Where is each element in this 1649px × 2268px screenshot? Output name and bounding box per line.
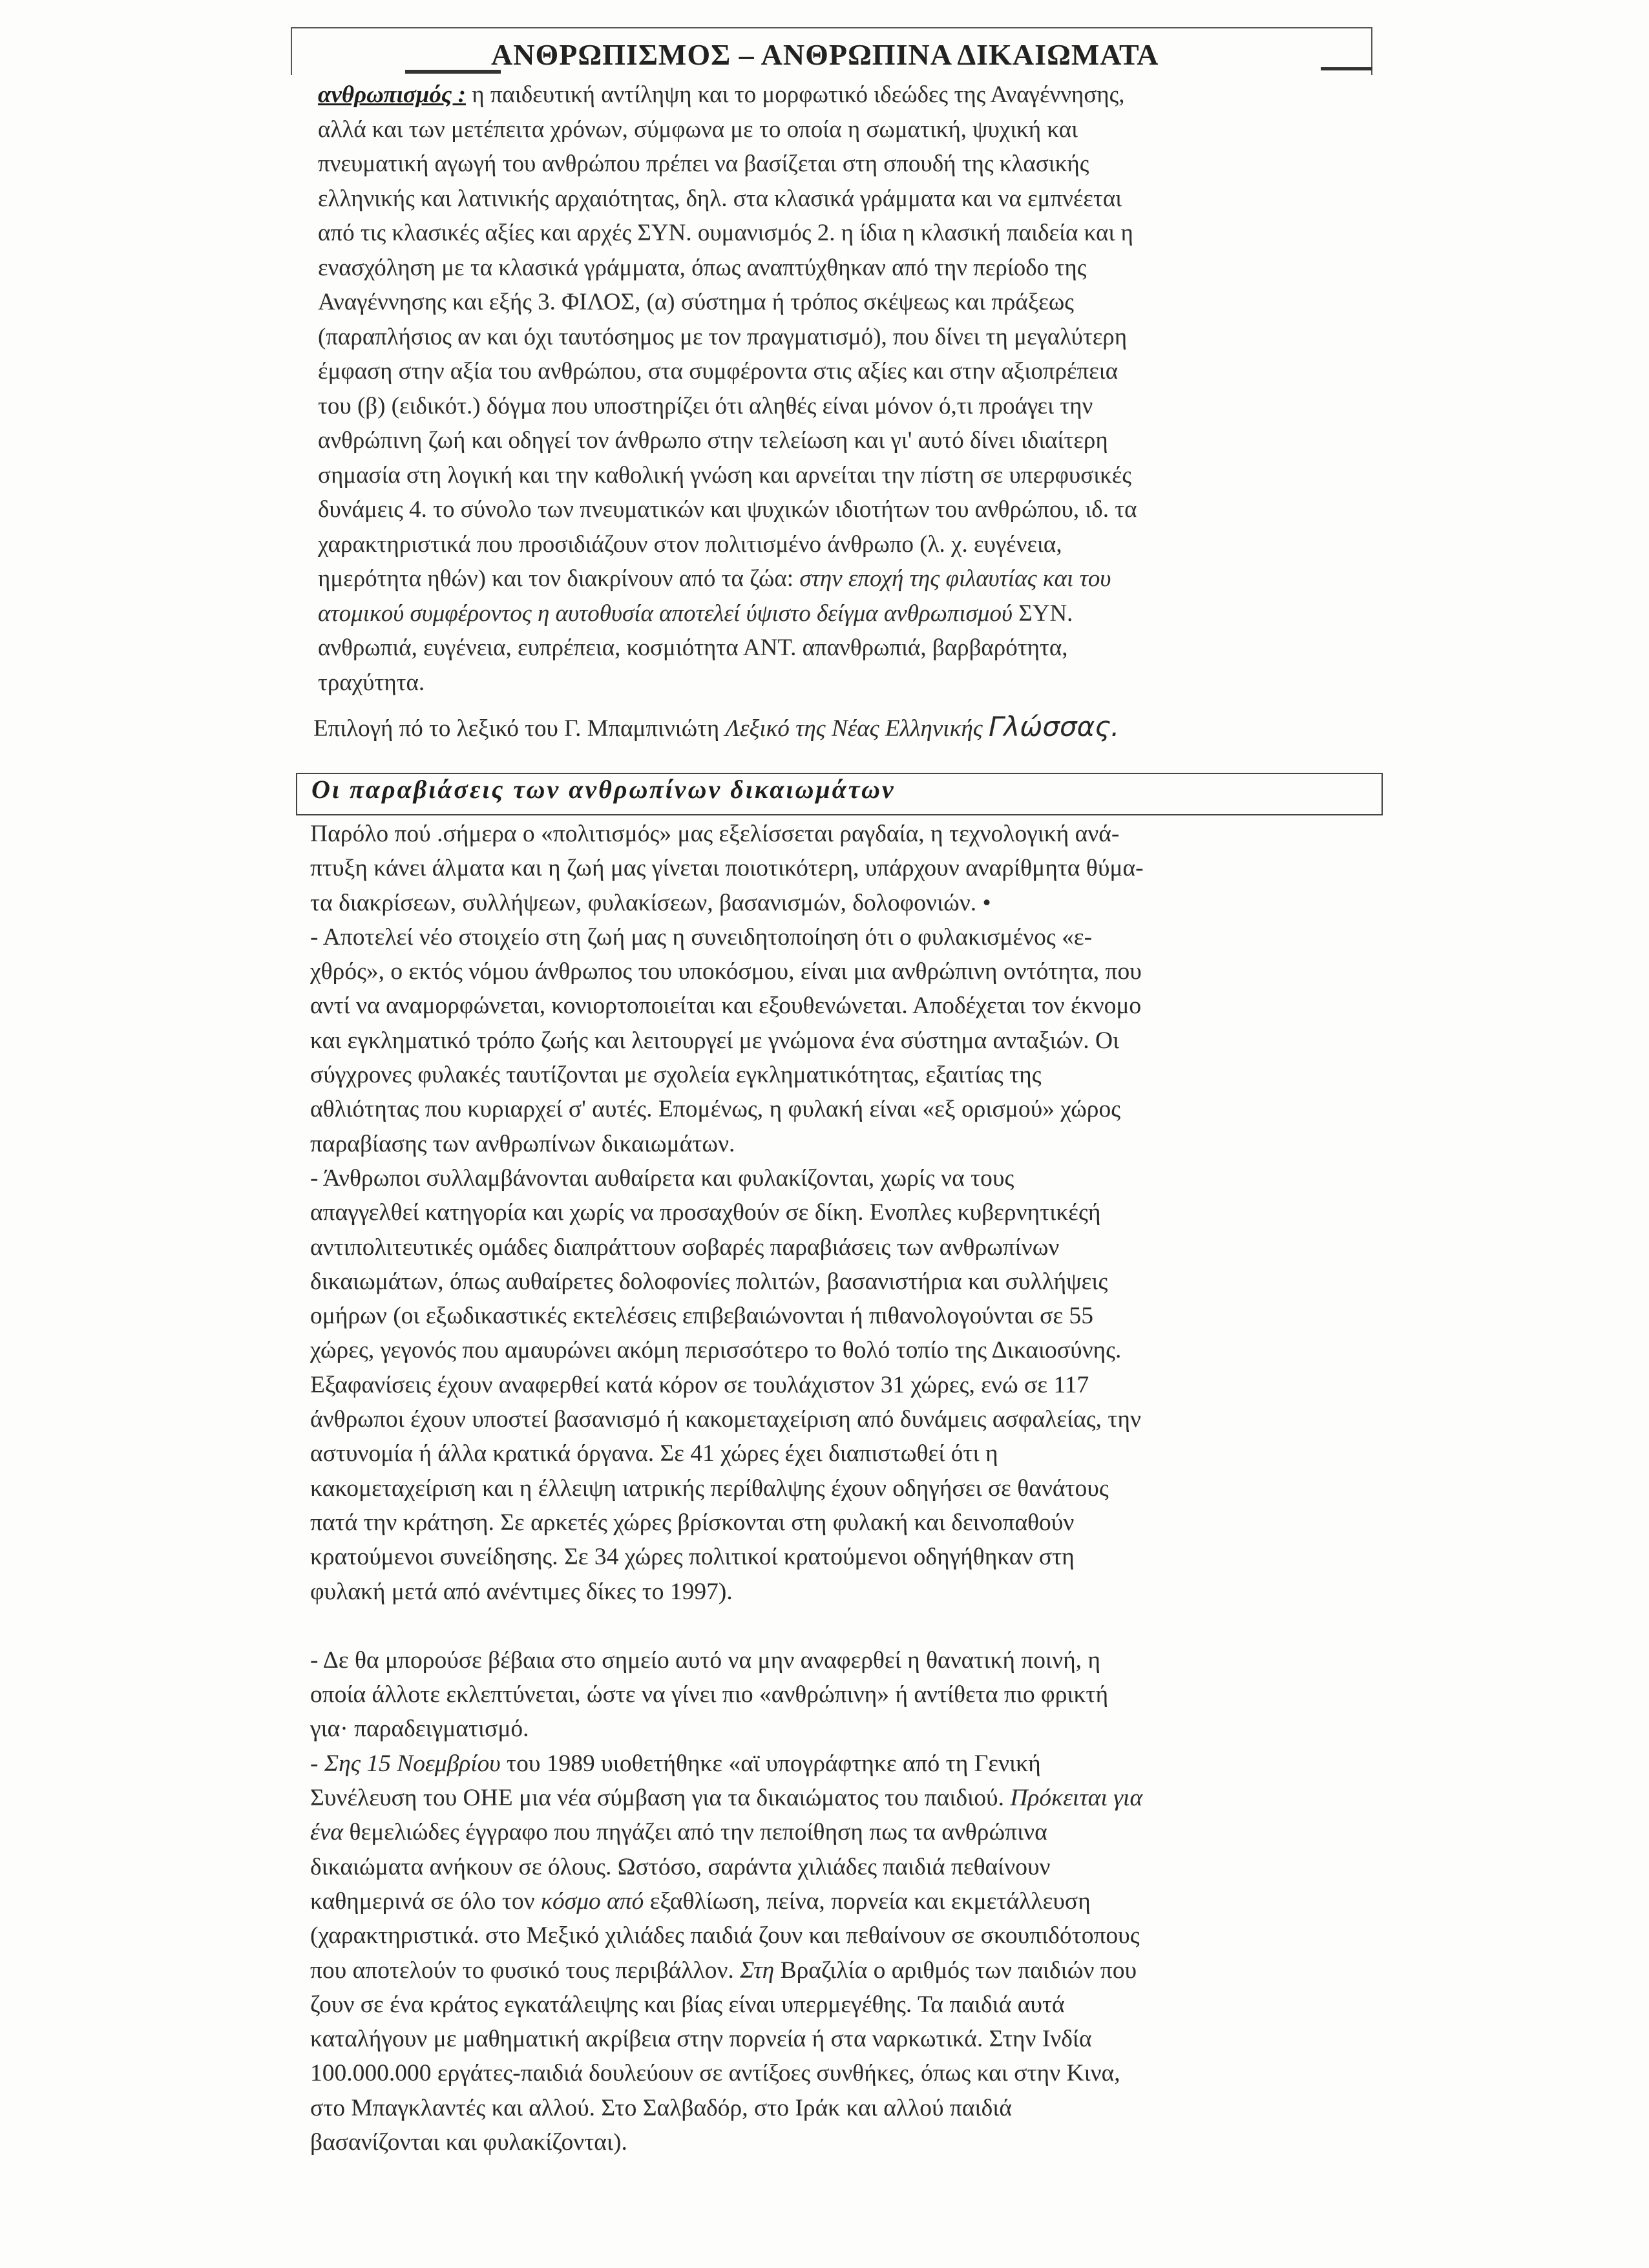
definition-line: δυνάμεις 4. το σύνολο των πνευματικών και ψυχικών ιδιοτήτων του ανθρώπου, ιδ. τα xyxy=(318,496,1137,523)
definition-line: του (β) (ειδικότ.) δόγμα που υποστηρίζει ότι αληθές είναι μόνον ό,τι προάγει την xyxy=(318,392,1093,419)
body-line: χώρες, γεγονός που αμαυρώνει ακόμη περισσότερο το θολό τοπίο της Δικαιοσύνης. xyxy=(310,1337,1122,1364)
frame-tick-left xyxy=(405,70,501,74)
body-line: αθλιότητας που κυριαρχεί σ' αυτές. Επομένως, η φυλακή είναι «εξ ορισμού» χώρος xyxy=(310,1096,1121,1123)
body-line xyxy=(310,1815,1396,1849)
body-line: φυλακή μετά από ανέντιμες δίκες το 1997). xyxy=(310,1578,733,1605)
page-title: ΑΝΘΡΩΠΙΣΜΟΣ – ΑΝΘΡΩΠΙΝΑ ΔΙΚΑΙΩΜΑΤΑ xyxy=(491,38,1159,71)
definition-block xyxy=(318,78,1391,700)
body-line: (χαρακτηριστικά. στο Μεξικό χιλιάδες παιδιά ζουν και πεθαίνουν σε σκουπιδότοπους xyxy=(310,1922,1140,1949)
definition-example: στην εποχή της φιλαυτίας και του xyxy=(799,565,1111,592)
body-line xyxy=(310,1953,1396,1988)
definition-text: ημερότητα ηθών) και τον διακρίνουν από τα ζώα: xyxy=(318,565,800,592)
body-line: κρατούμενοι συνείδησης. Σε 34 χώρες πολιτικοί κρατούμενοι οδηγήθηκαν στη xyxy=(310,1544,1075,1571)
body-line: σύγχρονες φυλακές ταυτίζονται με σχολεία εγκληματικότητας, εξαιτίας της xyxy=(310,1062,1042,1089)
body-line: τα διακρίσεων, συλλήψεων, φυλακίσεων, βασανισμών, δολοφονιών. • xyxy=(310,889,991,916)
body-text xyxy=(310,817,1396,2159)
definition-text: ΣΥΝ. xyxy=(1012,600,1073,627)
definition-line: αλλά και των μετέπειτα χρόνων, σύμφωνα με το οποία η σωματική, ψυχική και xyxy=(318,116,1078,143)
source-text: Επιλογή πό το λεξικό του Γ. Μπαμπινιώτη xyxy=(313,715,726,742)
body-line: άνθρωποι έχουν υποστεί βασανισμό ή κακομεταχείριση από δυνάμεις ασφαλείας, την xyxy=(310,1406,1141,1433)
body-line: χθρός», ο εκτός νόμου άνθρωπος του υποκόσμου, είναι μια ανθρώπινη οντότητα, που xyxy=(310,958,1142,985)
body-line: απαγγελθεί κατηγορία και χωρίς να προσαχθούν σε δίκη. Ενοπλες κυβερνητικέςή xyxy=(310,1199,1101,1226)
body-line: αντιπολιτευτικές ομάδες διαπράττουν σοβαρές παραβιάσεις των ανθρωπίνων xyxy=(310,1234,1060,1261)
frame-tick-right xyxy=(1321,67,1372,70)
body-line: βασανίζονται και φυλακίζονται). xyxy=(310,2128,627,2156)
source-book-title: Λεξικό της Νέας Ελληνικής xyxy=(725,715,989,742)
body-line: - Δε θα μπορούσε βέβαια στο σημείο αυτό να μην αναφερθεί η θανατική ποινή, η xyxy=(310,1646,1101,1674)
body-text-run: εξαθλίωση, πείνα, πορνεία και εκμετάλλευση xyxy=(644,1887,1091,1915)
body-line: - Αποτελεί νέο στοιχείο στη ζωή μας η συνειδητοποίηση ότι ο φυλακισμένος «ε- xyxy=(310,923,1093,950)
body-line: πατά την κράτηση. Σε αρκετές χώρες βρίσκονται στη φυλακή και δεινοπαθούν xyxy=(310,1509,1075,1536)
definition-line: ανθρωπιά, ευγένεια, ευπρέπεια, κοσμιότητα ΑΝΤ. απανθρωπιά, βαρβαρότητα, xyxy=(318,635,1068,661)
section-title xyxy=(311,774,896,804)
body-italic-run: Σης 15 Νοεμβρίου xyxy=(324,1750,501,1777)
source-book-title-end: Γλώσσας. xyxy=(988,711,1120,742)
body-line: δικαιώματα ανήκουν σε όλους. Ωστόσο, σαράντα χιλιάδες παιδιά πεθαίνουν xyxy=(310,1853,1051,1880)
body-line xyxy=(310,1747,1396,1781)
definition-line: πνευματική αγωγή του ανθρώπου πρέπει να βασίζεται στη σπουδή της κλασικής xyxy=(318,151,1089,177)
body-line: παραβίασης των ανθρωπίνων δικαιωμάτων. xyxy=(310,1130,735,1157)
body-italic-run: κόσμο από xyxy=(540,1887,644,1915)
definition-text: η παιδευτική αντίληψη και το μορφωτικό ιδεώδες της Αναγέννησης, xyxy=(465,81,1125,108)
definition-line xyxy=(318,562,1391,596)
body-line: αντί να αναμορφώνεται, κονιορτοποιείται και εξουθενώνεται. Αποδέχεται τον έκνομο xyxy=(310,992,1142,1020)
body-line: κακομεταχείριση και η έλλειψη ιατρικής περίθαλψης έχουν οδηγήσει σε θανάτους xyxy=(310,1475,1109,1502)
definition-term: ανθρωπισμός : xyxy=(318,81,466,108)
body-text-run: Συνέλευση του ΟΗΕ μια νέα σύμβαση για τα δικαιώματος του παιδιού. xyxy=(310,1785,1011,1812)
body-line: πτυξη κάνει άλματα και η ζωή μας γίνεται ποιοτικότερη, υπάρχουν αναρίθμητα θύμα- xyxy=(310,855,1144,882)
definition-line: ελληνικής και λατινικής αρχαιότητας, δηλ. στα κλασικά γράμματα και να εμπνέεται xyxy=(318,185,1122,212)
body-italic-run: ένα xyxy=(310,1819,344,1846)
definition-line: Αναγέννησης και εξής 3. ΦΙΛΟΣ, (α) σύστημα ή τρόπος σκέψεως και πράξεως xyxy=(318,289,1074,315)
body-line: καταλήγουν με μαθηματική ακρίβεια στην πορνεία ή στα ναρκωτικά. Στην Ινδία xyxy=(310,2026,1092,2053)
body-line: ομήρων (οι εξωδικαστικές εκτελέσεις επιβεβαιώνονται ή πιθανολογούνται σε 55 xyxy=(310,1303,1093,1330)
body-line: 100.000.000 εργάτες-παιδιά δουλεύουν σε αντίξοες συνθήκες, όπως και στην Κινα, xyxy=(310,2060,1120,2087)
body-text-run: καθημερινά σε όλο τον xyxy=(310,1887,541,1915)
body-line: στο Μπαγκλαντές και αλλού. Στο Σαλβαδόρ, στο Ιράκ και αλλού παιδιά xyxy=(310,2094,1012,2121)
definition-line: από τις κλασικές αξίες και αρχές ΣΥΝ. ουμανισμός 2. η ίδια η κλασική παιδεία και η xyxy=(318,220,1133,246)
definition-line: ανθρώπινη ζωή και οδηγεί τον άνθρωπο στην τελείωση και γι' αυτό δίνει ιδιαίτερη xyxy=(318,427,1108,454)
body-italic-run: Στη xyxy=(740,1957,775,1984)
body-line: αστυνομία ή άλλα κρατικά όργανα. Σε 41 χώρες έχει διαπιστωθεί ότι η xyxy=(310,1440,998,1467)
definition-line: έμφαση στην αξία του ανθρώπου, στα συμφέροντα στις αξίες και στην αξιοπρέπεια xyxy=(318,358,1119,384)
body-line: Εξαφανίσεις έχουν αναφερθεί κατά κόρον σε τουλάχιστον 31 χώρες, ενώ σε 117 xyxy=(310,1371,1089,1398)
definition-line: (παραπλήσιος αν και όχι ταυτόσημος με τον πραγματισμό), που δίνει τη μεγαλύτερη xyxy=(318,323,1128,350)
body-text-run: - xyxy=(310,1750,324,1777)
body-text-run: του 1989 υιοθετήθηκε «αϊ υπογράφτηκε από τη Γενική xyxy=(500,1750,1041,1777)
body-line: και εγκληματικό τρόπο ζωής και λειτουργεί με γνώμονα ένα σύστημα ανταξιών. Οι xyxy=(310,1027,1120,1054)
body-italic-run: Πρόκειται για xyxy=(1010,1785,1143,1812)
body-line: Παρόλο πού .σήμερα ο «πολιτισμός» μας εξελίσσεται ραγδαία, η τεχνολογική ανά- xyxy=(310,821,1120,847)
body-line: - Άνθρωποι συλλαμβάνονται αυθαίρετα και φυλακίζονται, χωρίς να τους xyxy=(310,1164,1014,1192)
body-text-run: Βραζιλία ο αριθμός των παιδιών που xyxy=(774,1957,1137,1984)
definition-line: ενασχόληση με τα κλασικά γράμματα, όπως αναπτύχθηκαν από την περίοδο της xyxy=(318,254,1087,281)
body-line: ζουν σε ένα κράτος εγκατάλειψης και βίας είναι υπερμεγέθης. Τα παιδιά αυτά xyxy=(310,1991,1065,2018)
body-text-run: που αποτελούν το φυσικό τους περιβάλλον. xyxy=(310,1957,740,1984)
definition-line: σημασία στη λογική και την καθολική γνώση και αρνείται την πίστη σε υπερφυσικές xyxy=(318,461,1131,488)
body-line: οποία άλλοτε εκλεπτύνεται, ώστε να γίνει πιο «ανθρώπινη» ή αντίθετα πιο φρικτή xyxy=(310,1681,1109,1708)
definition-line xyxy=(318,596,1391,631)
definition-line: χαρακτηριστικά που προσιδιάζουν στον πολιτισμένο άνθρωπο (λ. χ. ευγένεια, xyxy=(318,530,1062,558)
body-line xyxy=(310,1884,1396,1918)
body-text-run: θεμελιώδες έγγραφο που πηγάζει από την πεποίθηση πως τα ανθρώπινα xyxy=(343,1819,1047,1846)
paragraph-gap xyxy=(310,1609,1396,1643)
section-title-text: Οι παραβιάσεις των ανθρωπίνων δικαιωμάτων xyxy=(311,775,896,804)
definition-example: ατομικού συμφέροντος η αυτοθυσία αποτελεί ύψιστο δείγμα ανθρωπισμού xyxy=(318,600,1013,627)
source-citation xyxy=(313,711,1119,742)
definition-line: τραχύτητα. xyxy=(318,669,425,696)
body-line: δικαιωμάτων, όπως αυθαίρετες δολοφονίες πολιτών, βασανιστήρια και συλλήψεις xyxy=(310,1268,1108,1295)
definition-line xyxy=(318,78,1391,112)
body-line xyxy=(310,1781,1396,1815)
body-line: για· παραδειγματισμό. xyxy=(310,1716,529,1743)
